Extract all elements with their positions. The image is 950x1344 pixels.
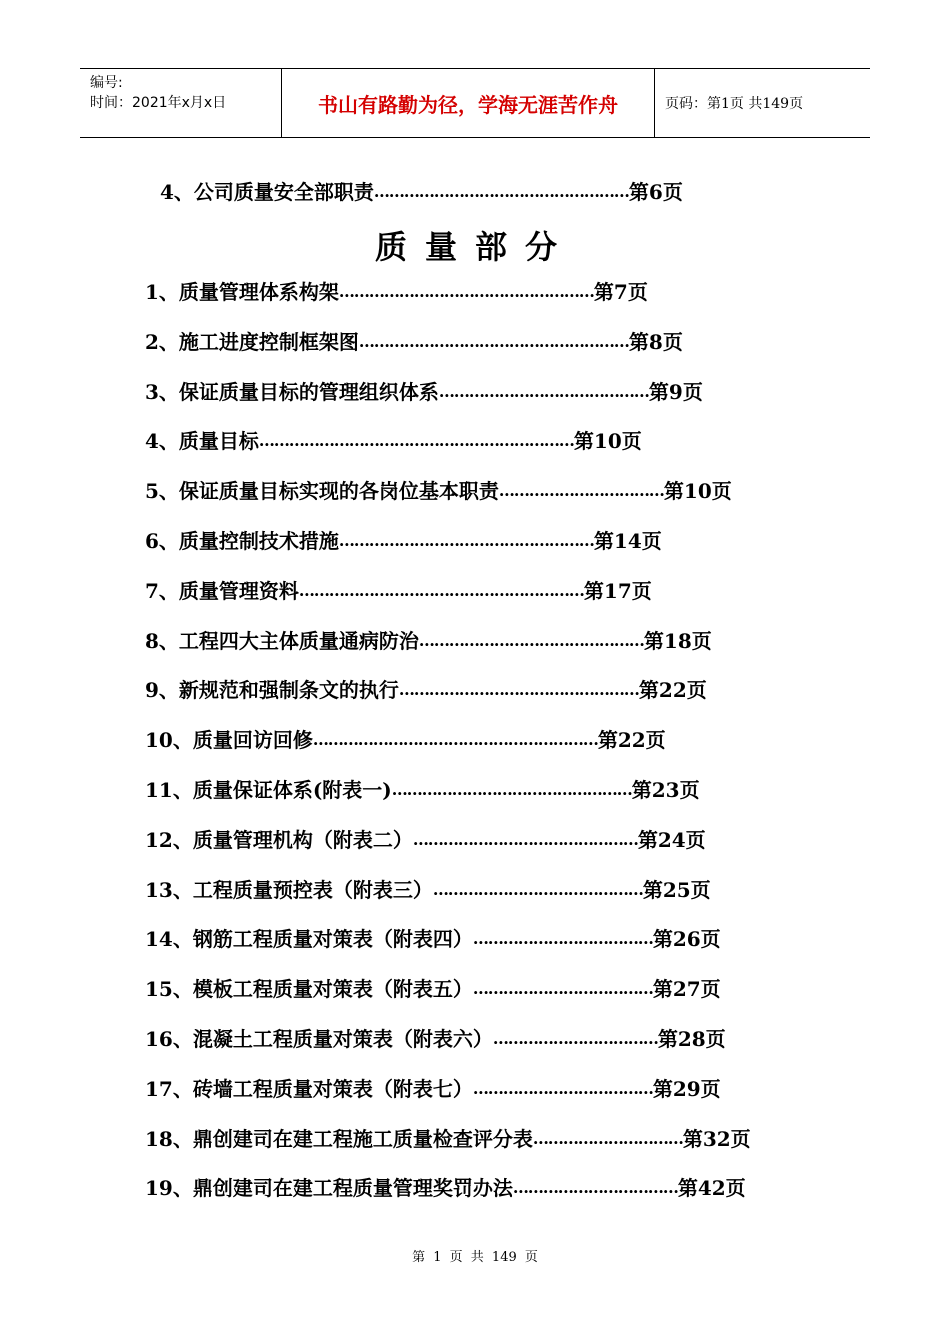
toc-leader-dots: …………………………………… xyxy=(438,381,649,401)
section-title: 质量部分 xyxy=(374,228,575,266)
toc-item-page: 第10页 xyxy=(663,479,732,504)
toc-item-page: 第17页 xyxy=(583,578,652,603)
toc-item-page: 第27页 xyxy=(652,977,721,1002)
toc-item-text: 6、质量控制技术措施 xyxy=(145,529,339,553)
toc-item-page: 第6页 xyxy=(628,180,683,204)
toc-leader-dots: …………………………………………… xyxy=(338,531,594,550)
toc-item-text: 11、质量保证体系(附表一) xyxy=(145,778,392,802)
toc-leader-dots: ………………………………………… xyxy=(391,780,632,799)
header-meta xyxy=(80,69,282,137)
toc-item[interactable] xyxy=(145,378,703,406)
toc-leader-dots: ……………………………… xyxy=(472,929,653,949)
toc-item[interactable] xyxy=(145,826,706,854)
toc-item[interactable] xyxy=(145,1125,751,1153)
toc-item-page: 第8页 xyxy=(628,329,683,354)
toc-item-text: 14、钢筋工程质量对策表（附表四） xyxy=(145,927,473,952)
toc-item-text: 3、保证质量目标的管理组织体系 xyxy=(145,379,439,404)
toc-item-text: 1、质量管理体系构架 xyxy=(145,280,339,304)
toc-leader-dots: ……………………………………… xyxy=(412,829,638,849)
toc-item-page: 第32页 xyxy=(682,1126,751,1151)
toc-leader-dots: ………………………… xyxy=(532,1128,683,1148)
toc-item-page: 第9页 xyxy=(648,379,703,404)
toc-leader-dots: ……………………………………… xyxy=(418,630,644,650)
toc-item-page: 第26页 xyxy=(652,927,721,952)
toc-item-text: 8、工程四大主体质量通病防治 xyxy=(145,628,419,653)
toc-item[interactable] xyxy=(145,477,732,505)
toc-leader-dots: …………………………………………… xyxy=(373,182,629,201)
toc-item-page: 第14页 xyxy=(593,529,662,553)
toc-item[interactable] xyxy=(145,1075,721,1103)
toc-item[interactable] xyxy=(145,527,662,555)
toc-leader-dots: ………………………………………………… xyxy=(298,580,584,600)
toc-item-text: 4、公司质量安全部职责 xyxy=(160,180,374,204)
toc-item-pre[interactable] xyxy=(160,178,683,206)
toc-item-page: 第28页 xyxy=(657,1027,726,1051)
toc-item[interactable] xyxy=(145,676,707,704)
toc-item-text: 12、质量管理机构（附表二） xyxy=(145,827,413,852)
toc-item-text: 4、质量目标 xyxy=(145,429,259,454)
toc-item-page: 第7页 xyxy=(593,280,648,304)
toc-item[interactable] xyxy=(145,726,666,754)
toc-item-page: 第25页 xyxy=(642,877,711,902)
toc-item-page: 第29页 xyxy=(652,1076,721,1101)
time-label: 时间：2021年x月x日 xyxy=(90,95,227,111)
toc-item-text: 15、模板工程质量对策表（附表五） xyxy=(145,977,473,1002)
toc-item-text: 13、工程质量预控表（附表三） xyxy=(145,877,433,902)
toc-item[interactable] xyxy=(145,1174,746,1202)
toc-item-text: 19、鼎创建司在建工程质量管理奖罚办法 xyxy=(145,1176,513,1201)
toc-item-page: 第42页 xyxy=(677,1176,746,1201)
toc-item[interactable] xyxy=(145,577,652,605)
toc-item-page: 第23页 xyxy=(631,778,700,802)
toc-item-text: 10、质量回访回修 xyxy=(145,728,313,753)
toc-item-page: 第22页 xyxy=(597,728,666,753)
toc-leader-dots: ………………………………………… xyxy=(398,680,639,700)
toc-item-text: 9、新规范和强制条文的执行 xyxy=(145,678,399,703)
toc-item[interactable] xyxy=(145,776,700,804)
toc-leader-dots: …………………………… xyxy=(492,1029,658,1048)
toc-item[interactable] xyxy=(145,627,712,655)
toc-item-page: 第22页 xyxy=(638,678,707,703)
toc-leader-dots: ……………………………… xyxy=(472,1078,653,1098)
toc-leader-dots: …………………………………… xyxy=(432,879,643,899)
toc-item-text: 7、质量管理资料 xyxy=(145,578,299,603)
toc-item[interactable] xyxy=(145,427,642,455)
toc-item[interactable] xyxy=(145,1025,726,1053)
toc-item[interactable] xyxy=(145,975,721,1003)
toc-item-text: 16、混凝土工程质量对策表（附表六） xyxy=(145,1027,493,1051)
page-footer: 第 1 页 共 149 页 xyxy=(412,1250,538,1265)
toc-item-text: 17、砖墙工程质量对策表（附表七） xyxy=(145,1076,473,1101)
toc-item[interactable] xyxy=(145,925,721,953)
toc-leader-dots: ……………………………… xyxy=(472,979,653,999)
toc-item-text: 18、鼎创建司在建工程施工质量检查评分表 xyxy=(145,1126,533,1151)
toc-item-text: 5、保证质量目标实现的各岗位基本职责 xyxy=(145,479,499,504)
number-label: 编号: xyxy=(90,75,123,91)
toc-leader-dots: …………………………………………… xyxy=(338,282,594,301)
toc-leader-dots: ……………………………………………………… xyxy=(258,431,574,451)
toc-leader-dots: ………………………………………………… xyxy=(312,730,598,750)
toc-item-text: 2、施工进度控制框架图 xyxy=(145,329,359,354)
toc-item-page: 第18页 xyxy=(643,628,712,653)
toc-item-page: 第24页 xyxy=(637,827,706,852)
toc-item-page: 第10页 xyxy=(573,429,642,454)
toc-leader-dots: …………………………… xyxy=(498,481,664,501)
header-page-info: 页码：第1页 共149页 xyxy=(665,96,804,112)
toc-item[interactable] xyxy=(145,876,711,904)
header-motto: 书山有路勤为径，学海无涯苦作舟 xyxy=(282,69,655,137)
toc-item[interactable] xyxy=(145,278,648,306)
toc-leader-dots: ……………………………………………… xyxy=(358,331,629,351)
page-header xyxy=(80,68,870,138)
toc-leader-dots: …………………………… xyxy=(512,1178,678,1198)
toc-item[interactable] xyxy=(145,328,683,356)
